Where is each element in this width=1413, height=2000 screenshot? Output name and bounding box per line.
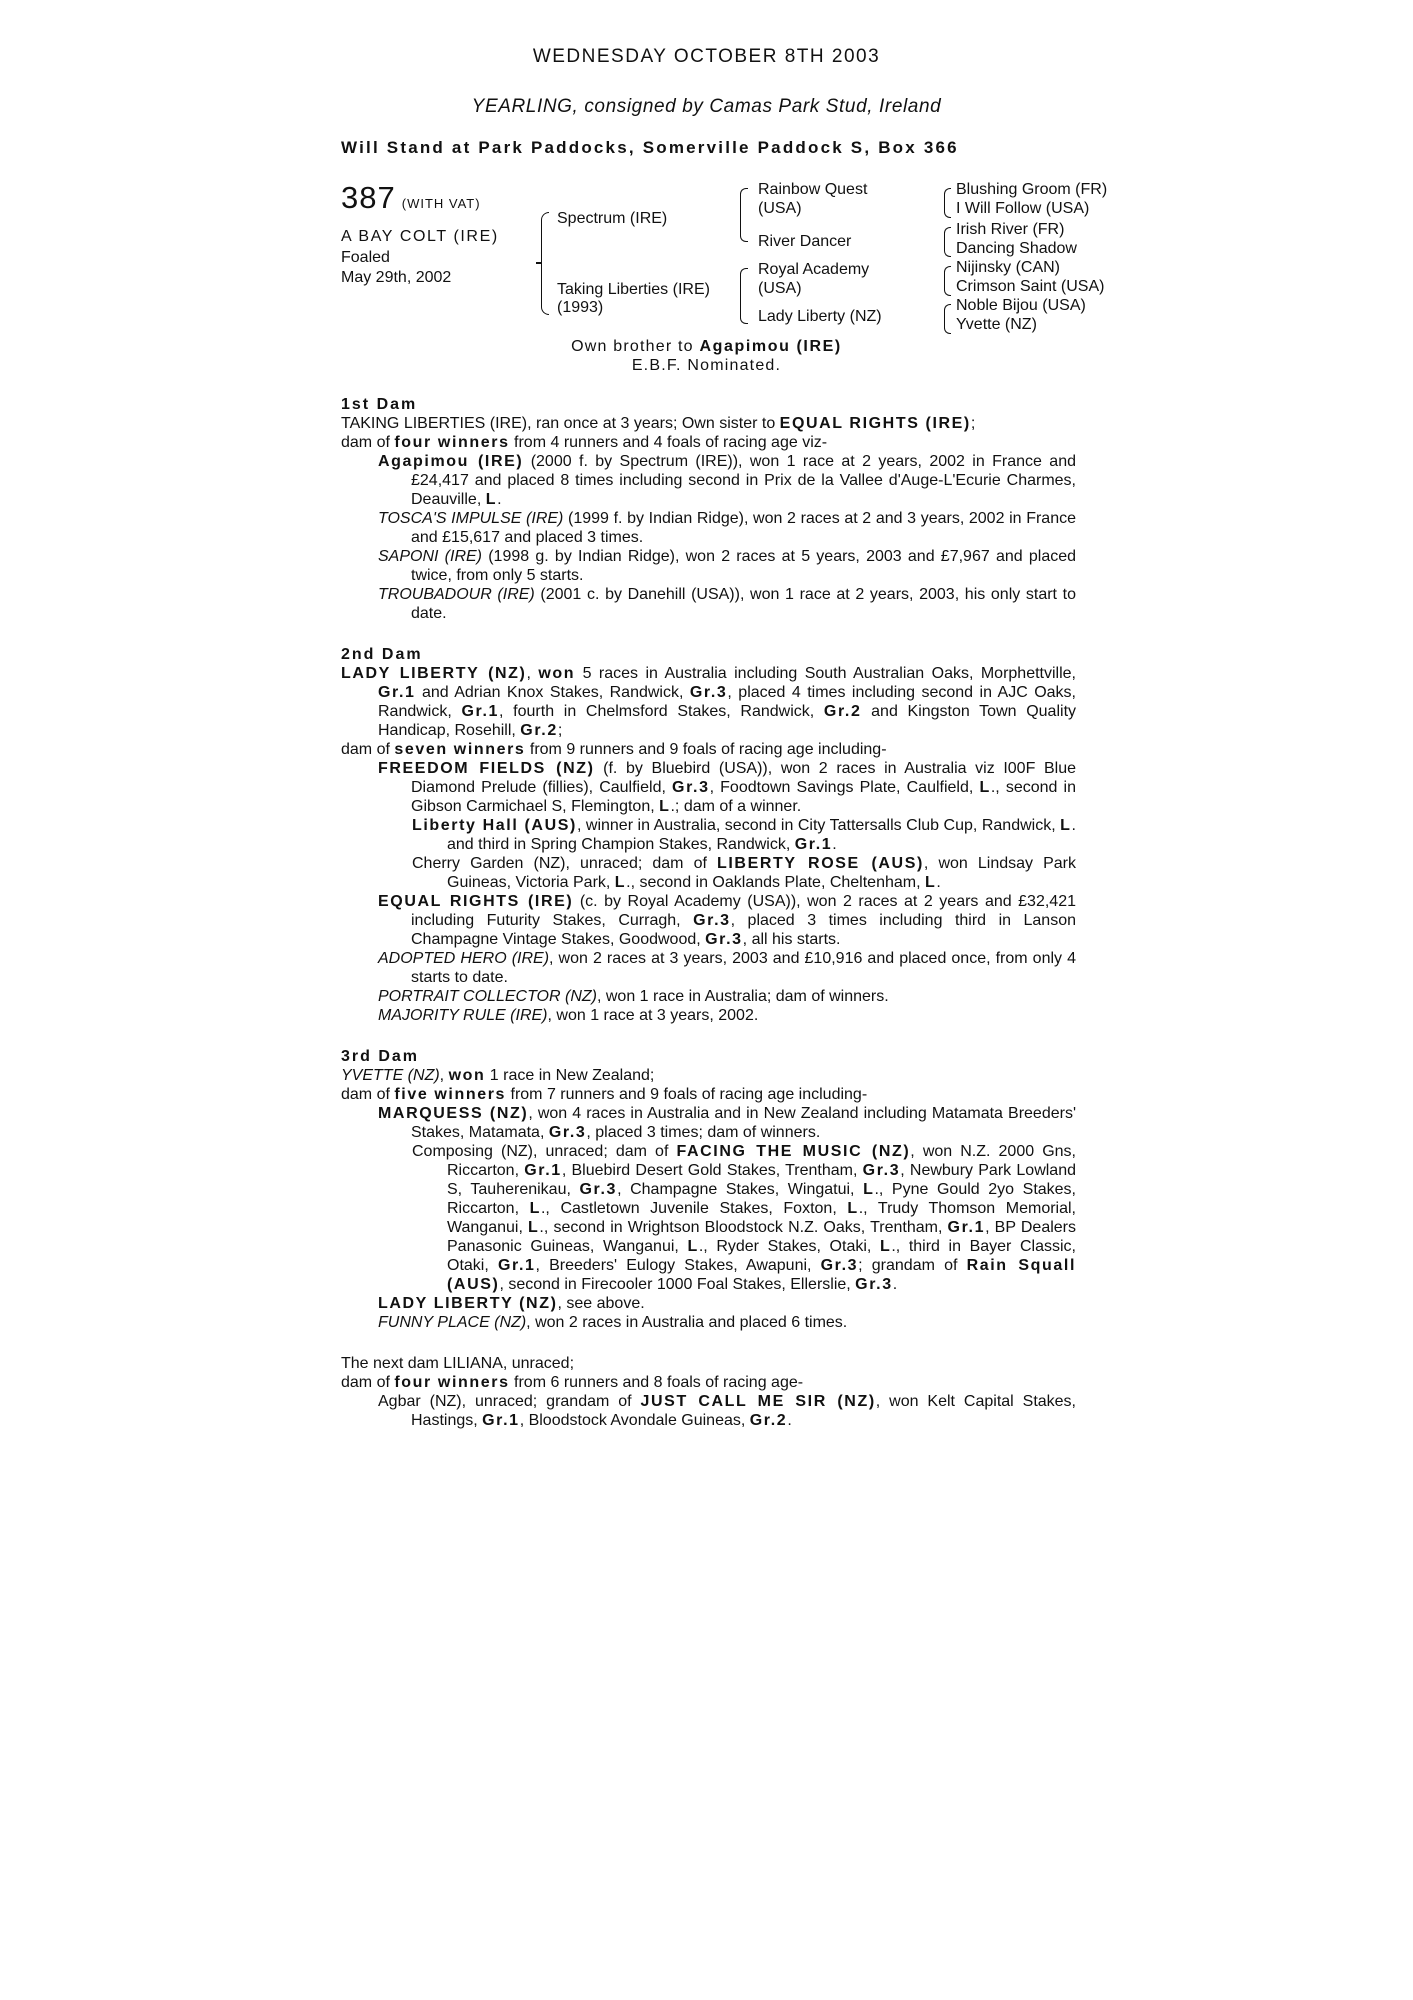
text-span: . bbox=[787, 1412, 792, 1429]
text-span: , won Lindsay Park Guineas, Victoria Park, bbox=[447, 855, 1076, 891]
grade: L bbox=[1060, 817, 1072, 834]
text-span: , bbox=[526, 665, 539, 682]
pedigree-sdd: Dancing Shadow bbox=[956, 240, 1077, 257]
grade: L bbox=[979, 779, 991, 796]
text-span: dam of bbox=[341, 1086, 395, 1103]
horse-name: LADY LIBERTY (NZ) bbox=[378, 1295, 558, 1312]
pedigree-brace-5 bbox=[944, 227, 951, 257]
produce-entry bbox=[341, 949, 1076, 987]
text-span: , second in Firecooler 1000 Foal Stakes, Ellerslie, bbox=[499, 1276, 856, 1293]
pedigree-sds: Irish River (FR) bbox=[956, 221, 1065, 238]
text-span: (2001 c. by Danehill (USA)), won 1 race at 2 years, 2003, his only start to date. bbox=[411, 586, 1076, 622]
pedigree-brace-main-bottom bbox=[541, 268, 549, 315]
text-span: , winner in Australia, second in City Tattersalls Club Cup, Randwick, bbox=[576, 817, 1061, 834]
foaled-date: May 29th, 2002 bbox=[341, 269, 452, 286]
pedigree-brace-main-tip bbox=[536, 262, 542, 264]
lot-number-block bbox=[341, 180, 481, 216]
text-span: (1999 f. by Indian Ridge), won 2 races at 2 and 3 years, 2002 in France and £15,617 and placed 3 times. bbox=[411, 510, 1076, 546]
produce-entry bbox=[341, 759, 1076, 816]
text-span: , won 1 race in Australia; dam of winners. bbox=[596, 988, 889, 1005]
horse-name: Rain Squall (AUS) bbox=[447, 1257, 1077, 1293]
pedigree-dam-year: (1993) bbox=[557, 299, 604, 316]
text-span: from 9 runners and 9 foals of racing age including- bbox=[525, 741, 887, 758]
grade: Gr.3 bbox=[705, 931, 743, 948]
grade: L bbox=[847, 1200, 859, 1217]
pedigree-sire: Spectrum (IRE) bbox=[557, 210, 668, 227]
text-span: , all his starts. bbox=[742, 931, 841, 948]
text-span: (c. by Royal Academy (USA)), won 2 races at 2 years and £32,421 including Futurity Stakes, Curragh, bbox=[411, 893, 1076, 929]
stand-location: Will Stand at Park Paddocks, Somerville Paddock S, Box 366 bbox=[341, 138, 959, 157]
produce-entry bbox=[341, 1294, 1076, 1313]
text-span: ., second in Gibson Carmichael S, Flemington, bbox=[411, 779, 1077, 815]
ebf-note: E.B.F. Nominated. bbox=[631, 357, 782, 374]
produce-sub-entry bbox=[341, 854, 1076, 892]
text-span: , Champagne Stakes, Wingatui, bbox=[617, 1181, 864, 1198]
text-span: and Kingston Town Quality Handicap, Rosehill, bbox=[378, 703, 1077, 739]
grade: Gr.3 bbox=[862, 1162, 901, 1179]
produce-entry bbox=[341, 987, 1076, 1006]
grade: L bbox=[529, 1200, 541, 1217]
text-span: . bbox=[832, 836, 837, 853]
second-dam-produce-line bbox=[341, 740, 1076, 759]
pedigree-sire-dam: River Dancer bbox=[758, 233, 852, 250]
horse-name: MARQUESS (NZ) bbox=[378, 1105, 529, 1122]
text-span: ; bbox=[970, 415, 976, 432]
third-dam-heading: 3rd Dam bbox=[341, 1048, 420, 1065]
text-span: dam of bbox=[341, 741, 395, 758]
text-span: , Breeders' Eulogy Stakes, Awapuni, bbox=[535, 1257, 821, 1274]
horse-name: FACING THE MUSIC (NZ) bbox=[676, 1143, 911, 1160]
grade: Gr.1 bbox=[947, 1219, 986, 1236]
grade: Gr.3 bbox=[689, 684, 728, 701]
text-span: ., Trudy Thomson Memorial, Wanganui, bbox=[447, 1200, 1077, 1236]
pedigree-dam-sire-country: (USA) bbox=[758, 280, 802, 297]
produce-entry bbox=[341, 1104, 1076, 1142]
own-brother-note bbox=[0, 337, 1413, 356]
text-span: from 6 runners and 8 foals of racing age- bbox=[509, 1374, 804, 1391]
grade: Gr.3 bbox=[693, 912, 731, 929]
second-dam-heading: 2nd Dam bbox=[341, 646, 423, 663]
text-span: (2000 f. by Spectrum (IRE)), won 1 race at 2 years, 2002 in France and £24,417 and placed 8 times including second in Prix de la Vallee d'Auge-L'Ecurie Charmes, Deauville, bbox=[411, 453, 1076, 508]
third-dam-produce-line bbox=[341, 1085, 1076, 1104]
text-span: 1 race in New Zealand; bbox=[485, 1067, 655, 1084]
text-span: Composing (NZ), unraced; dam of bbox=[412, 1143, 677, 1160]
horse-name: LIBERTY ROSE (AUS) bbox=[717, 855, 924, 872]
text-span: , won 2 races in Australia and placed 6 times. bbox=[526, 1314, 848, 1331]
grade: L bbox=[485, 491, 498, 508]
horse-name: FUNNY PLACE (NZ) bbox=[378, 1314, 527, 1331]
text-span: (f. by Bluebird (USA)), won 2 races in Australia viz I00F Blue Diamond Prelude (fillies), Caulfield, bbox=[411, 760, 1076, 796]
text-span: , Bluebird Desert Gold Stakes, Trentham, bbox=[561, 1162, 863, 1179]
text-span: ., Pyne Gould 2yo Stakes, Riccarton, bbox=[447, 1181, 1077, 1217]
pedigree-brace-4 bbox=[944, 188, 951, 218]
text-span: TAKING LIBERTIES (IRE), ran once at 3 years; Own sister to bbox=[341, 415, 780, 432]
grade: Gr.3 bbox=[672, 779, 710, 796]
grade: L bbox=[863, 1181, 875, 1198]
first-dam-produce-line bbox=[341, 433, 1076, 452]
produce-sub-entry bbox=[341, 816, 1076, 854]
horse-name: EQUAL RIGHTS (IRE) bbox=[378, 893, 574, 910]
grade: Gr.1 bbox=[482, 1412, 520, 1429]
grade: Gr.1 bbox=[794, 836, 833, 853]
text-span: 5 races in Australia including South Australian Oaks, Morphettville, bbox=[575, 665, 1076, 682]
horse-name: LADY LIBERTY (NZ) bbox=[341, 665, 527, 682]
text-span: from 7 runners and 9 foals of racing age including- bbox=[506, 1086, 868, 1103]
grade: Gr.1 bbox=[497, 1257, 536, 1274]
horse-name: JUST CALL ME SIR (NZ) bbox=[640, 1393, 876, 1410]
produce-entry bbox=[341, 547, 1076, 585]
grade: Gr.1 bbox=[378, 684, 416, 701]
next-dam-produce-line bbox=[341, 1373, 1076, 1392]
text-span: ., Ryder Stakes, Otaki, bbox=[698, 1238, 880, 1255]
grade: Gr.3 bbox=[548, 1124, 587, 1141]
second-dam-record bbox=[341, 664, 1076, 740]
horse-name: Liberty Hall (AUS) bbox=[412, 817, 577, 834]
grade: L bbox=[659, 798, 671, 815]
pedigree-dds: Noble Bijou (USA) bbox=[956, 297, 1086, 314]
produce-entry bbox=[341, 1313, 1076, 1332]
produce-entry bbox=[341, 509, 1076, 547]
pedigree-brace-sire bbox=[740, 188, 748, 242]
grade: Gr.2 bbox=[749, 1412, 788, 1429]
grade: L bbox=[879, 1238, 892, 1255]
grade: Gr.3 bbox=[579, 1181, 618, 1198]
winners-count: seven winners bbox=[394, 741, 526, 758]
consignment-line: YEARLING, consigned by Camas Park Stud, Ireland bbox=[471, 96, 942, 117]
grade: L bbox=[614, 874, 627, 891]
pedigree-sire-sire: Rainbow Quest bbox=[758, 181, 868, 198]
pedigree-dam-dam: Lady Liberty (NZ) bbox=[758, 308, 882, 325]
horse-name: FREEDOM FIELDS (NZ) bbox=[378, 760, 595, 777]
text-span: , won 1 race at 3 years, 2002. bbox=[547, 1007, 759, 1024]
produce-entry bbox=[341, 1006, 1076, 1025]
text-span: dam of bbox=[341, 1374, 395, 1391]
horse-name: Agapimou (IRE) bbox=[378, 453, 524, 470]
text-span: , won N.Z. 2000 Gns, Riccarton, bbox=[447, 1143, 1076, 1179]
grade: Gr.2 bbox=[823, 703, 862, 720]
text-span: , bbox=[439, 1067, 449, 1084]
text-span: , placed 3 times; dam of winners. bbox=[586, 1124, 821, 1141]
horse-name: TROUBADOUR (IRE) bbox=[378, 586, 535, 603]
grade: Gr.1 bbox=[524, 1162, 562, 1179]
first-dam-line bbox=[341, 414, 1076, 433]
own-brother-name: Agapimou (IRE) bbox=[699, 338, 842, 355]
horse-name: TOSCA'S IMPULSE (IRE) bbox=[378, 510, 564, 527]
sale-date: WEDNESDAY OCTOBER 8TH 2003 bbox=[532, 46, 881, 67]
text-span: and Adrian Knox Stakes, Randwick, bbox=[415, 684, 690, 701]
lot-number: 387 bbox=[341, 180, 396, 215]
text-span: . bbox=[497, 491, 502, 508]
text-span: , placed 4 times including second in AJC Oaks, Randwick, bbox=[378, 684, 1076, 720]
text-span: Agbar (NZ), unraced; grandam of bbox=[378, 1393, 641, 1410]
text-span: won bbox=[538, 665, 576, 682]
grade: L bbox=[528, 1219, 540, 1236]
catalogue-body bbox=[341, 373, 1076, 1430]
foaled-label: Foaled bbox=[341, 249, 390, 266]
text-span: , see above. bbox=[557, 1295, 645, 1312]
text-span: , Newbury Park Lowland S, Tauherenikau, bbox=[447, 1162, 1076, 1198]
pedigree-ddd: Yvette (NZ) bbox=[956, 316, 1037, 333]
text-span: , Bloodstock Avondale Guineas, bbox=[519, 1412, 750, 1429]
pedigree-dam: Taking Liberties (IRE) bbox=[557, 281, 710, 298]
own-brother-prefix: Own brother to bbox=[571, 338, 700, 355]
horse-name: YVETTE (NZ) bbox=[341, 1067, 440, 1084]
produce-entry bbox=[341, 585, 1076, 623]
grade: Gr.3 bbox=[855, 1276, 893, 1293]
grade: L bbox=[925, 874, 937, 891]
text-span: , won 4 races in Australia and in New Zealand including Matamata Breeders' Stakes, Matamata, bbox=[411, 1105, 1077, 1141]
grade: L bbox=[687, 1238, 699, 1255]
grade: Gr.1 bbox=[461, 703, 500, 720]
text-span: , placed 3 times including third in Lanson Champagne Vintage Stakes, Goodwood, bbox=[411, 912, 1077, 948]
text-span: Cherry Garden (NZ), unraced; dam of bbox=[412, 855, 718, 872]
pedigree-brace-main-top bbox=[541, 212, 549, 269]
pedigree-ssd: I Will Follow (USA) bbox=[956, 200, 1090, 217]
horse-name: MAJORITY RULE (IRE) bbox=[378, 1007, 548, 1024]
pedigree-brace-6 bbox=[944, 266, 951, 296]
text-span: , Foodtown Savings Plate, Caulfield, bbox=[709, 779, 980, 796]
produce-sub-entry bbox=[341, 1142, 1076, 1294]
horse-name: ADOPTED HERO (IRE) bbox=[378, 950, 550, 967]
produce-entry bbox=[341, 452, 1076, 509]
pedigree-dss: Nijinsky (CAN) bbox=[956, 259, 1060, 276]
text-span: ., second in Oaklands Plate, Cheltenham, bbox=[626, 874, 925, 891]
sibling-name: EQUAL RIGHTS (IRE) bbox=[779, 415, 971, 432]
text-span: ., second in Wrightson Bloodstock N.Z. Oaks, Trentham, bbox=[539, 1219, 948, 1236]
text-span: won bbox=[448, 1067, 486, 1084]
text-span: . bbox=[892, 1276, 898, 1293]
text-span: , BP Dealers Panasonic Guineas, Wanganui, bbox=[447, 1219, 1076, 1255]
grade: Gr.2 bbox=[520, 722, 558, 739]
text-span: ; bbox=[557, 722, 563, 739]
pedigree-brace-7 bbox=[944, 304, 951, 334]
text-span: , fourth in Chelmsford Stakes, Randwick, bbox=[499, 703, 824, 720]
third-dam-record bbox=[341, 1066, 1076, 1085]
text-span: . bbox=[936, 874, 941, 891]
text-span: dam of bbox=[341, 434, 395, 451]
text-span: from 4 runners and 4 foals of racing age viz- bbox=[509, 434, 828, 451]
pedigree-brace-dam bbox=[740, 268, 748, 324]
horse-name: SAPONI (IRE) bbox=[378, 548, 483, 565]
text-span: ., Castletown Juvenile Stakes, Foxton, bbox=[540, 1200, 848, 1217]
winners-count: five winners bbox=[394, 1086, 507, 1103]
text-span: , won Kelt Capital Stakes, Hastings, bbox=[411, 1393, 1077, 1429]
winners-count: four winners bbox=[394, 1374, 510, 1391]
produce-entry bbox=[341, 1392, 1076, 1430]
first-dam-heading: 1st Dam bbox=[341, 396, 418, 413]
next-dam-line: The next dam LILIANA, unraced; bbox=[341, 1355, 575, 1372]
text-span: , won 2 races at 3 years, 2003 and £10,916 and placed once, from only 4 starts to date. bbox=[411, 950, 1076, 986]
text-span: ; grandam of bbox=[858, 1257, 967, 1274]
lot-description: A BAY COLT (IRE) bbox=[341, 228, 499, 245]
pedigree-dsd: Crimson Saint (USA) bbox=[956, 278, 1105, 295]
text-span: .; dam of a winner. bbox=[670, 798, 802, 815]
pedigree-sire-sire-country: (USA) bbox=[758, 200, 802, 217]
horse-name: PORTRAIT COLLECTOR (NZ) bbox=[378, 988, 597, 1005]
text-span: (1998 g. by Indian Ridge), won 2 races at 5 years, 2003 and £7,967 and placed twice, from only 5 starts. bbox=[411, 548, 1077, 584]
vat-label: (WITH VAT) bbox=[401, 196, 481, 211]
winners-count: four winners bbox=[394, 434, 510, 451]
text-span: . and third in Spring Champion Stakes, Randwick, bbox=[447, 817, 1076, 853]
pedigree-dam-sire: Royal Academy bbox=[758, 261, 870, 278]
grade: Gr.3 bbox=[820, 1257, 859, 1274]
pedigree-sss: Blushing Groom (FR) bbox=[956, 181, 1108, 198]
produce-entry bbox=[341, 892, 1076, 949]
text-span: ., third in Bayer Classic, Otaki, bbox=[447, 1238, 1076, 1274]
